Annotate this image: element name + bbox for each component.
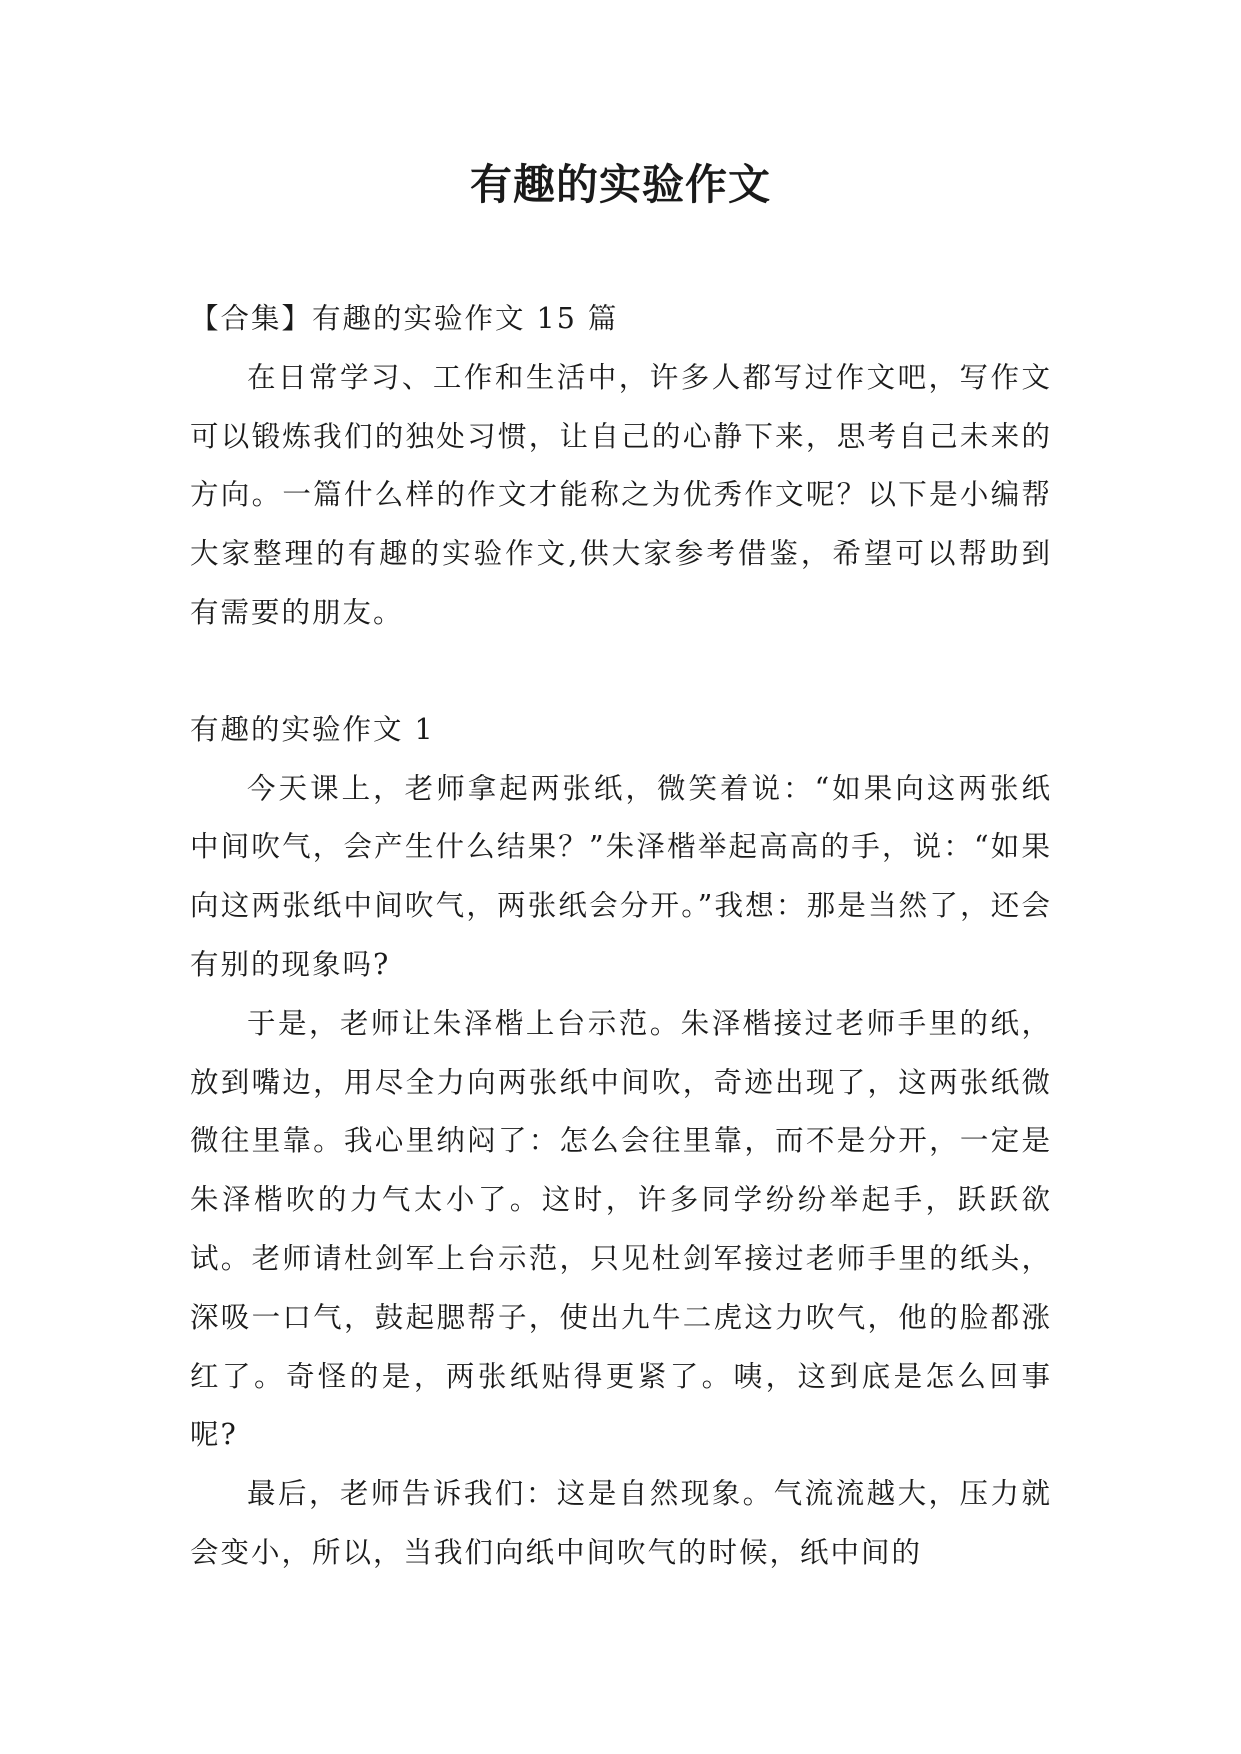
essay-paragraph: 于是，老师让朱泽楷上台示范。朱泽楷接过老师手里的纸，放到嘴边，用尽全力向两张纸中间吹，奇迹出现了，这两张纸微微往里靠。我心里纳闷了：怎么会往里靠，而不是分开，一定是朱泽楷吹的力气太小了。这时，许多同学纷纷举起手，跃跃欲试。老师请杜剑军上台示范，只见杜剑军接过老师手里的纸头，深吸一口气，鼓起腮帮子，使出九牛二虎这力吹气，他的脸都涨红了。奇怪的是，两张纸贴得更紧了。咦，这到底是怎么回事呢? [190, 1006, 1052, 1452]
essay-heading: 有趣的实验作文 1 [190, 712, 435, 746]
document-title: 有趣的实验作文 [469, 160, 771, 209]
essay-paragraph: 今天课上，老师拿起两张纸，微笑着说：“如果向这两张纸中间吹气，会产生什么结果？”朱泽楷举起高高的手，说：“如果向这两张纸中间吹气，两张纸会分开。”我想：那是当然了，还会有别的现象吗? [190, 771, 1052, 981]
document-body [190, 290, 1052, 1583]
essay-paragraph: 最后，老师告诉我们：这是自然现象。气流流越大，压力就会变小，所以，当我们向纸中间吹气的时候，纸中间的 [190, 1477, 1052, 1569]
section-spacer [190, 643, 1052, 701]
intro-paragraph: 在日常学习、工作和生活中，许多人都写过作文吧，写作文可以锻炼我们的独处习惯，让自己的心静下来，思考自己未来的方向。一篇什么样的作文才能称之为优秀作文呢？以下是小编帮大家整理的有趣的实验作文,供大家参考借鉴，希望可以帮助到有需要的朋友。 [190, 360, 1052, 629]
collection-heading: 【合集】有趣的实验作文 15 篇 [190, 302, 619, 335]
